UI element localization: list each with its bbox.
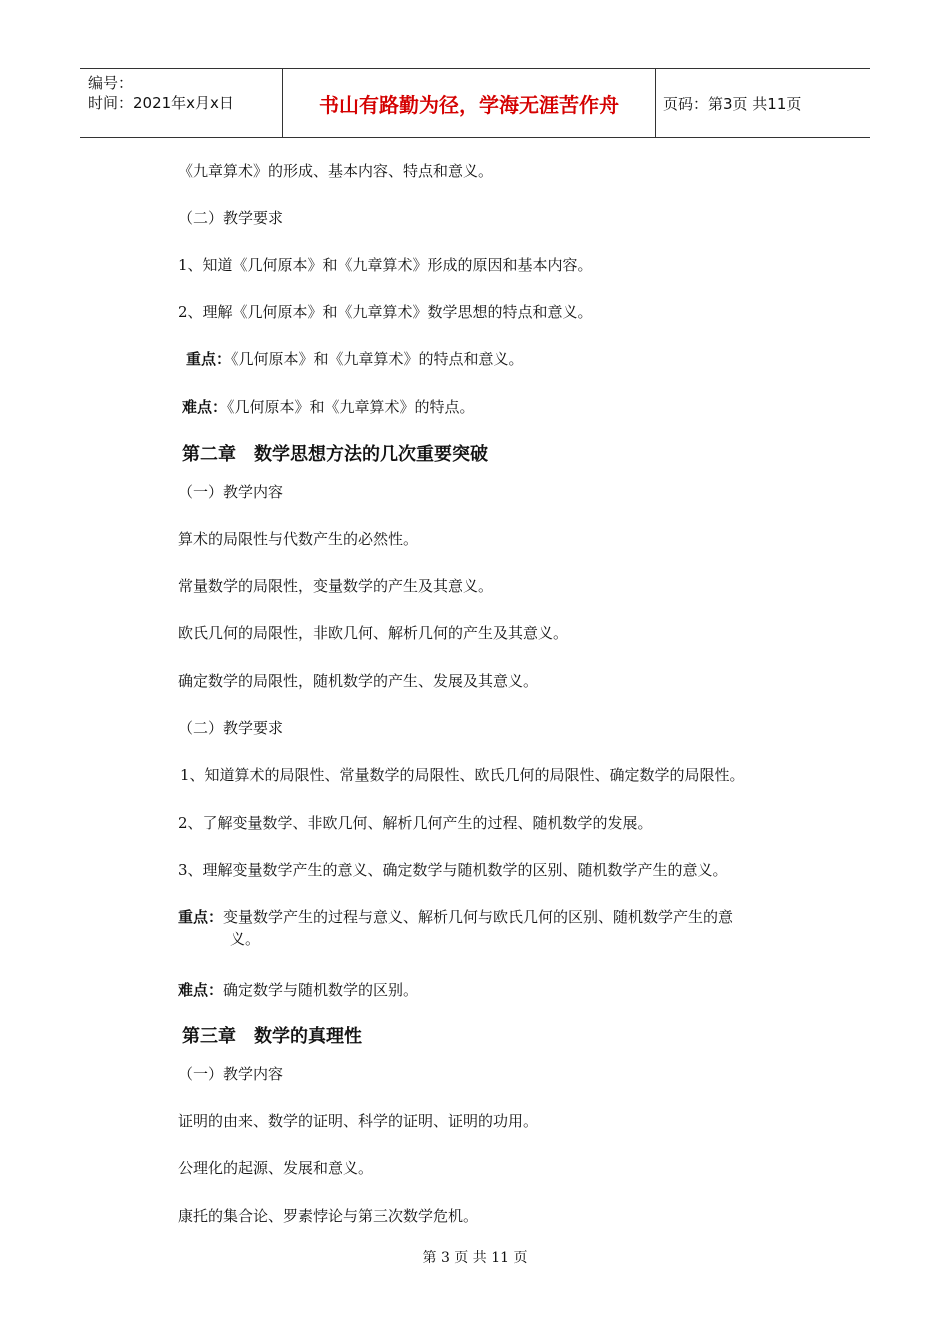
chapter-heading: 第三章 数学的真理性 (182, 1026, 362, 1047)
list-item: 1、知道算术的局限性、常量数学的局限性、欧氏几何的局限性、确定数学的局限性。 (180, 766, 745, 784)
paragraph: 康托的集合论、罗素悖论与第三次数学危机。 (178, 1207, 479, 1225)
list-item: 2、了解变量数学、非欧几何、解析几何产生的过程、随机数学的发展。 (178, 814, 653, 832)
paragraph: 欧氏几何的局限性，非欧几何、解析几何的产生及其意义。 (178, 624, 569, 642)
section-title: （二）教学要求 (178, 719, 284, 737)
list-item: 2、理解《几何原本》和《九章算术》数学思想的特点和意义。 (178, 303, 593, 321)
key-point-label: 重点： (178, 908, 224, 926)
page-header (80, 68, 870, 138)
paragraph: 公理化的起源、发展和意义。 (178, 1159, 374, 1177)
paragraph: 常量数学的局限性，变量数学的产生及其意义。 (178, 577, 494, 595)
header-meta (88, 73, 283, 113)
difficult-point (182, 396, 475, 418)
key-point-continuation: 义。 (230, 930, 261, 948)
header-divider (655, 69, 656, 137)
header-page-info: 页码：第3页 共11页 (663, 94, 802, 113)
page-footer: 第 3 页 共 11 页 (422, 1250, 528, 1266)
number-label: 编号： (88, 74, 134, 92)
difficult-point-label: 难点： (182, 398, 228, 416)
header-motto: 书山有路勤为径，学海无涯苦作舟 (319, 92, 619, 117)
section-title: （一）教学内容 (178, 1065, 284, 1083)
difficult-point-label: 难点： (178, 981, 224, 999)
key-point (178, 906, 808, 950)
section-title: （一）教学内容 (178, 483, 284, 501)
difficult-point-text: 确定数学与随机数学的区别。 (223, 981, 419, 999)
paragraph: 证明的由来、数学的证明、科学的证明、证明的功用。 (178, 1112, 539, 1130)
difficult-point-text: 《几何原本》和《九章算术》的特点。 (227, 398, 475, 416)
paragraph: 算术的局限性与代数产生的必然性。 (178, 530, 419, 548)
list-item: 3、理解变量数学产生的意义、确定数学与随机数学的区别、随机数学产生的意义。 (178, 861, 728, 879)
key-point-label: 重点： (186, 350, 232, 368)
paragraph: 《九章算术》的形成、基本内容、特点和意义。 (178, 162, 494, 180)
chapter-heading: 第二章 数学思想方法的几次重要突破 (182, 444, 488, 465)
key-point-text: 《几何原本》和《九章算术》的特点和意义。 (231, 350, 524, 368)
section-title: （二）教学要求 (178, 209, 284, 227)
paragraph: 确定数学的局限性，随机数学的产生、发展及其意义。 (178, 672, 539, 690)
key-point-text: 变量数学产生的过程与意义、解析几何与欧氏几何的区别、随机数学产生的意 (223, 908, 734, 926)
list-item: 1、知道《几何原本》和《九章算术》形成的原因和基本内容。 (178, 256, 593, 274)
date-label: 时间：2021年x月x日 (88, 94, 234, 112)
key-point (186, 348, 524, 370)
difficult-point (178, 979, 418, 1001)
